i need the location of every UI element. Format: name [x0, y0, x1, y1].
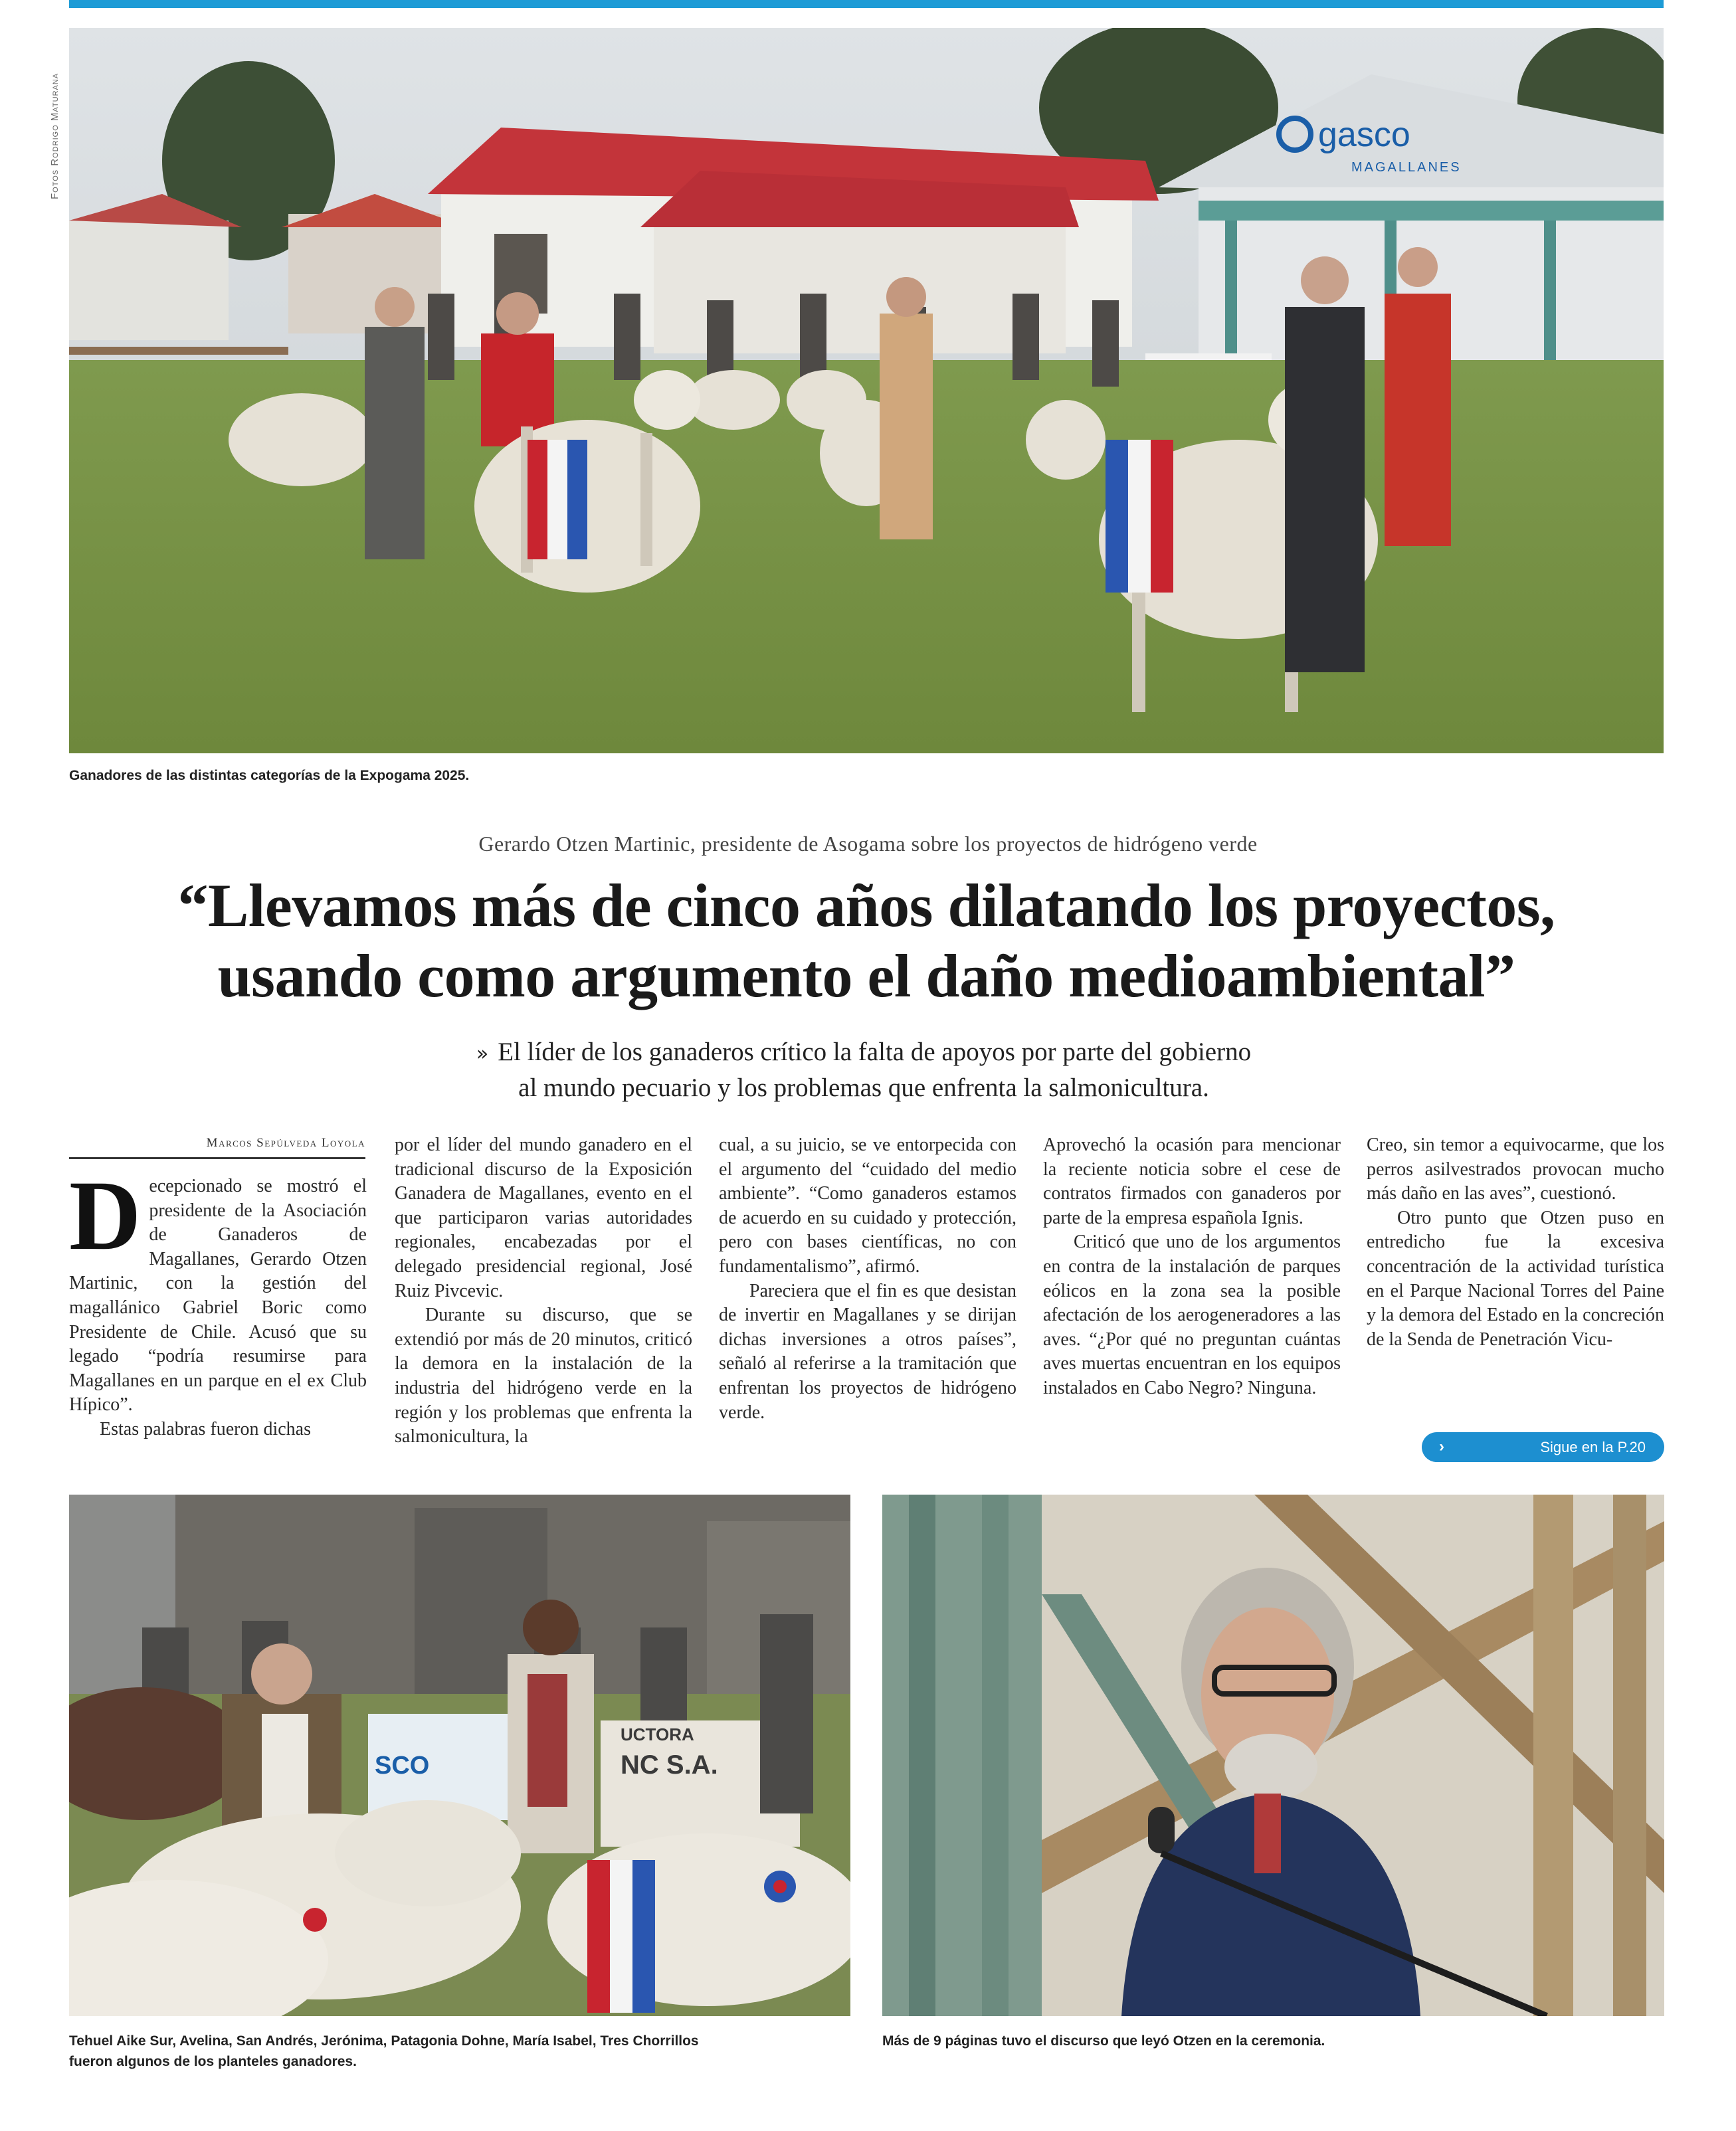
headline-line-2: usando como argumento el daño medioambiental” [217, 942, 1515, 1010]
bottom-left-photo-caption: Tehuel Aike Sur, Avelina, San Andrés, Jerónima, Patagonia Dohne, María Isabel, Tres Chorrillos fueron algunos de los planteles ganadores. [69, 2033, 699, 2069]
article-headline [69, 870, 1664, 1011]
article-column-4: Aprovechó la ocasión para mencionar la reciente noticia sobre el cese de contratos firmados con ganaderos por parte de la empresa española Ignis. Criticó que uno de los argumentos en contra de la instalación de parques eólicos en la zona sea la posible afectación de los aerogeneradores a las aves. “¿Por qué no preguntan cuántas aves muertas encuentran en los equipos instalados en Cabo Negro? Ninguna. [1043, 1135, 1341, 1398]
article-column-2: por el líder del mundo ganadero en el tradicional discurso de la Exposición Ganadera de Magallanes, evento en el que participaron varias autoridades regionales, encabezadas por el delegado presidencial regional, José Ruiz Pivcevic. Durante su discurso, que se extendió por más de 20 minutos, criticó la demora en la instalación de la industria del hidrógeno verde en la región y los problemas que enfrenta la salmonicultura, la [395, 1135, 692, 1447]
chevron-right-icon: › [1439, 1437, 1444, 1455]
continue-on-page-button[interactable]: › Sigue en la P.20 [1422, 1432, 1664, 1462]
svg-text:MAGALLANES: MAGALLANES [1351, 160, 1462, 175]
svg-text:NC S.A.: NC S.A. [621, 1750, 718, 1780]
article-byline: Marcos Sepúlveda Loyola [69, 1136, 365, 1159]
article-kicker: Gerardo Otzen Martinic, presidente de Asogama sobre los proyectos de hidrógeno verde [478, 832, 1258, 856]
article-column-1: Decepcionado se mostró el presidente de la Asociación de Ganaderos de Magallanes, Gerardo Otzen Martinic, con la gestión del magallánico Gabriel Boric como Presidente de Chile. Acusó que su legado “podría resumirse para Magallanes en un parque en el ex Club Hípico”. Estas palabras fueron dichas [69, 1160, 367, 1439]
article-deck: » El líder de los ganaderos crítico la falta de apoyos por parte del gobierno al mundo pecuario y los problemas que enfrenta la salmonicultura. [476, 1038, 1252, 1102]
svg-text:UCTORA: UCTORA [621, 1724, 694, 1744]
top-accent-rule [69, 0, 1664, 8]
drop-cap: D [69, 1160, 142, 1271]
bottom-left-photo-winners [69, 1495, 850, 2016]
headline-line-1: “Llevamos más de cinco años dilatando los proyectos, [177, 872, 1555, 939]
article-column-5: Creo, sin temor a equivocarme, que los perros asilvestrados provocan mucho más daño en las aves”, cuestionó. Otro punto que Otzen puso en entredicho fue la excesiva concentración de la actividad turística en el Parque Nacional Torres del Paine y la demora del Estado en la concreción de la Senda de Penetración Vicu- [1367, 1135, 1664, 1350]
double-chevron-icon: » [476, 1042, 489, 1066]
article-column-3: cual, a su juicio, se ve entorpecida con el argumento del “cuidado del medio ambiente”. “Como ganaderos estamos de acuerdo en su cuidado y protección, pero con bases científicas, no con fundamentalismo”, afirmó. Pareciera que el fin es que desistan de invertir en Magallanes y se dirijan dichas inversiones a otros países”, señaló al referirse a la tramitación que enfrentan los proyectos de hidrógeno verde. [719, 1135, 1016, 1423]
svg-text:SCO: SCO [375, 1752, 430, 1780]
photo-credit: Fotos Rodrigo Maturana [49, 72, 60, 199]
top-photo-caption: Ganadores de las distintas categorías de la Expogama 2025. [69, 768, 470, 783]
bottom-right-photo-speaker [882, 1495, 1664, 2016]
bottom-right-photo-caption: Más de 9 páginas tuvo el discurso que leyó Otzen en la ceremonia. [882, 2033, 1325, 2049]
gasco-sign-text: gasco [1318, 116, 1410, 154]
top-photo-sheep-winners [69, 28, 1664, 753]
